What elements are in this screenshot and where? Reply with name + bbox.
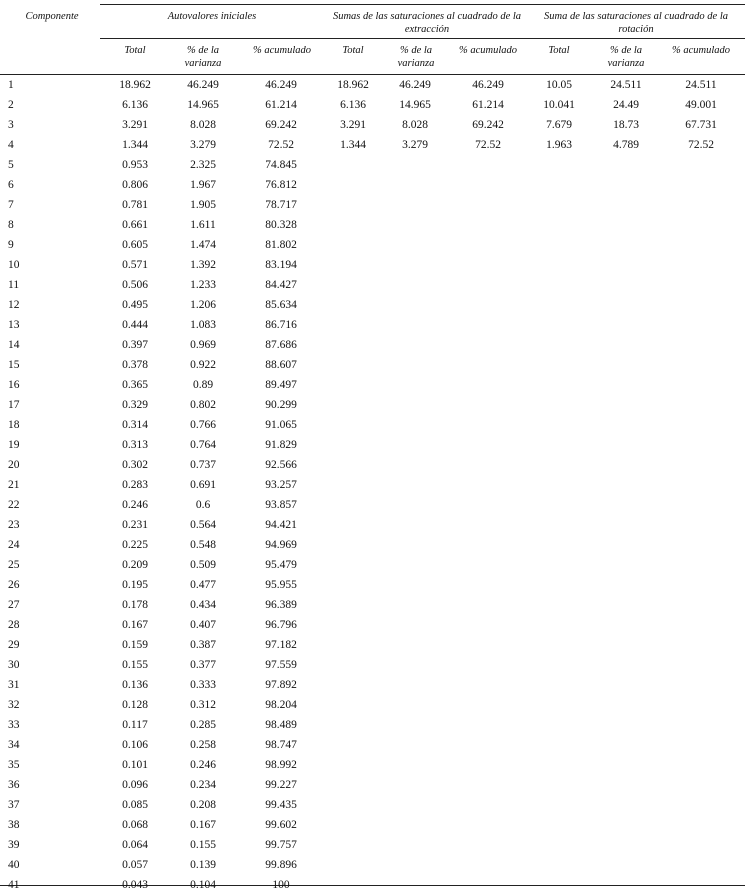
pct-acum-header: % acumulado — [252, 45, 312, 56]
pct-var-cell: 0.509 — [190, 559, 216, 571]
pct-var-cell: 0.766 — [190, 419, 216, 431]
pct-var-cell: 0.246 — [190, 759, 216, 771]
pct-acum-cell: 80.328 — [265, 219, 297, 231]
total-cell: 0.283 — [122, 479, 148, 491]
rot-pct-var-cell: 24.49 — [613, 99, 639, 111]
total-cell: 0.096 — [122, 779, 148, 791]
rot-pct-acum-header: % acumulado — [671, 45, 731, 56]
total-cell: 0.136 — [122, 679, 148, 691]
pct-var-cell: 1.611 — [190, 219, 216, 231]
total-cell: 0.781 — [122, 199, 148, 211]
pct-var-cell: 0.477 — [190, 579, 216, 591]
component-number: 14 — [8, 339, 20, 351]
total-cell: 0.167 — [122, 619, 148, 631]
pct-var-cell: 0.6 — [195, 499, 211, 511]
component-number: 41 — [8, 879, 20, 891]
pct-acum-cell: 96.796 — [265, 619, 297, 631]
component-number: 30 — [8, 659, 20, 671]
pct-acum-cell: 89.497 — [265, 379, 297, 391]
total-cell: 0.495 — [122, 299, 148, 311]
pct-acum-cell: 61.214 — [265, 99, 297, 111]
pct-acum-cell: 85.634 — [265, 299, 297, 311]
ext-pct-acum-header: % acumulado — [458, 45, 518, 56]
total-cell: 6.136 — [122, 99, 148, 111]
component-number: 29 — [8, 639, 20, 651]
rot-pct-acum-cell: 72.52 — [688, 139, 714, 151]
ext-pct-var-header: % de la varianza — [397, 45, 435, 69]
pct-var-cell: 1.392 — [190, 259, 216, 271]
pct-var-cell: 0.548 — [190, 539, 216, 551]
ext-pct-var-cell: 3.279 — [402, 139, 428, 151]
component-number: 10 — [8, 259, 20, 271]
pct-acum-cell: 97.182 — [265, 639, 297, 651]
total-cell: 0.117 — [122, 719, 148, 731]
pct-acum-cell: 69.242 — [265, 119, 297, 131]
total-cell: 0.178 — [122, 599, 148, 611]
ext-pct-acum-cell: 46.249 — [472, 79, 504, 91]
component-number: 6 — [8, 179, 14, 191]
pct-acum-cell: 83.194 — [265, 259, 297, 271]
component-number: 20 — [8, 459, 20, 471]
pct-var-cell: 0.333 — [190, 679, 216, 691]
component-number: 23 — [8, 519, 20, 531]
total-cell: 0.571 — [122, 259, 148, 271]
total-cell: 0.155 — [122, 659, 148, 671]
pct-var-cell: 1.083 — [190, 319, 216, 331]
header-rule — [100, 38, 745, 39]
ext-total-header: Total — [342, 45, 364, 56]
ext-total-cell: 6.136 — [340, 99, 366, 111]
component-number: 39 — [8, 839, 20, 851]
ext-pct-acum-cell: 69.242 — [472, 119, 504, 131]
component-number: 28 — [8, 619, 20, 631]
pct-acum-cell: 93.257 — [265, 479, 297, 491]
top-rule — [100, 4, 745, 5]
pct-acum-cell: 99.602 — [265, 819, 297, 831]
pct-var-cell: 0.104 — [190, 879, 216, 891]
pct-acum-cell: 93.857 — [265, 499, 297, 511]
pct-acum-cell: 86.716 — [265, 319, 297, 331]
pct-acum-cell: 94.969 — [265, 539, 297, 551]
rot-pct-acum-cell: 49.001 — [685, 99, 717, 111]
pct-var-cell: 14.965 — [187, 99, 219, 111]
pct-var-cell: 0.234 — [190, 779, 216, 791]
pct-acum-cell: 95.479 — [265, 559, 297, 571]
pct-var-cell: 0.764 — [190, 439, 216, 451]
pct-var-cell: 0.167 — [190, 819, 216, 831]
total-cell: 0.064 — [122, 839, 148, 851]
total-cell: 0.225 — [122, 539, 148, 551]
pct-var-cell: 0.691 — [190, 479, 216, 491]
pct-acum-cell: 91.829 — [265, 439, 297, 451]
total-cell: 0.057 — [122, 859, 148, 871]
total-cell: 0.314 — [122, 419, 148, 431]
rot-pct-var-cell: 24.511 — [610, 79, 642, 91]
pct-acum-cell: 46.249 — [265, 79, 297, 91]
component-number: 21 — [8, 479, 20, 491]
component-number: 7 — [8, 199, 14, 211]
componente-header: Componente — [25, 11, 79, 22]
component-number: 35 — [8, 759, 20, 771]
pct-acum-cell: 81.802 — [265, 239, 297, 251]
total-cell: 0.397 — [122, 339, 148, 351]
component-number: 9 — [8, 239, 14, 251]
total-cell: 0.128 — [122, 699, 148, 711]
group-autovalores-header: Autovalores iniciales — [167, 11, 257, 22]
group-extraccion-header: Sumas de las saturaciones al cuadrado de la extracción — [332, 11, 522, 35]
component-number: 40 — [8, 859, 20, 871]
pct-acum-cell: 92.566 — [265, 459, 297, 471]
ext-pct-var-cell: 14.965 — [399, 99, 431, 111]
pct-acum-cell: 100 — [272, 879, 290, 891]
pct-var-cell: 0.139 — [190, 859, 216, 871]
component-number: 22 — [8, 499, 20, 511]
component-number: 26 — [8, 579, 20, 591]
pct-acum-cell: 99.435 — [265, 799, 297, 811]
component-number: 36 — [8, 779, 20, 791]
pct-acum-cell: 98.489 — [265, 719, 297, 731]
pct-var-cell: 2.325 — [190, 159, 216, 171]
ext-total-cell: 1.344 — [340, 139, 366, 151]
pct-var-cell: 0.285 — [190, 719, 216, 731]
component-number: 33 — [8, 719, 20, 731]
total-cell: 0.246 — [122, 499, 148, 511]
total-cell: 0.661 — [122, 219, 148, 231]
pct-acum-cell: 87.686 — [265, 339, 297, 351]
ext-total-cell: 18.962 — [337, 79, 369, 91]
component-number: 34 — [8, 739, 20, 751]
pct-var-cell: 0.312 — [190, 699, 216, 711]
ext-pct-acum-cell: 72.52 — [475, 139, 501, 151]
total-cell: 0.085 — [122, 799, 148, 811]
total-cell: 0.605 — [122, 239, 148, 251]
pct-var-cell: 0.208 — [190, 799, 216, 811]
component-number: 37 — [8, 799, 20, 811]
pct-var-cell: 0.969 — [190, 339, 216, 351]
component-number: 24 — [8, 539, 20, 551]
rot-total-cell: 1.963 — [546, 139, 572, 151]
total-cell: 3.291 — [122, 119, 148, 131]
total-cell: 0.068 — [122, 819, 148, 831]
total-cell: 0.302 — [122, 459, 148, 471]
rot-total-cell: 7.679 — [546, 119, 572, 131]
total-cell: 0.195 — [122, 579, 148, 591]
pct-acum-cell: 94.421 — [265, 519, 297, 531]
rot-total-header: Total — [548, 45, 570, 56]
component-number: 27 — [8, 599, 20, 611]
component-number: 5 — [8, 159, 14, 171]
total-cell: 18.962 — [119, 79, 151, 91]
pct-var-cell: 0.258 — [190, 739, 216, 751]
ext-pct-acum-cell: 61.214 — [472, 99, 504, 111]
pct-var-header: % de la varianza — [184, 45, 222, 69]
pct-var-cell: 3.279 — [190, 139, 216, 151]
pct-var-cell: 0.377 — [190, 659, 216, 671]
total-cell: 0.444 — [122, 319, 148, 331]
pct-acum-cell: 88.607 — [265, 359, 297, 371]
pct-var-cell: 46.249 — [187, 79, 219, 91]
component-number: 13 — [8, 319, 20, 331]
pct-acum-cell: 91.065 — [265, 419, 297, 431]
pct-var-cell: 0.89 — [192, 379, 214, 391]
pct-acum-cell: 99.227 — [265, 779, 297, 791]
total-cell: 0.378 — [122, 359, 148, 371]
total-cell: 0.101 — [122, 759, 148, 771]
component-number: 1 — [8, 79, 14, 91]
component-number: 38 — [8, 819, 20, 831]
pct-var-cell: 0.802 — [190, 399, 216, 411]
rot-pct-var-header: % de la varianza — [607, 45, 645, 69]
pct-acum-cell: 98.992 — [265, 759, 297, 771]
pct-acum-cell: 96.389 — [265, 599, 297, 611]
pct-var-cell: 0.387 — [190, 639, 216, 651]
pct-var-cell: 8.028 — [190, 119, 216, 131]
component-number: 4 — [8, 139, 14, 151]
component-number: 8 — [8, 219, 14, 231]
pct-var-cell: 0.564 — [190, 519, 216, 531]
pct-var-cell: 1.474 — [190, 239, 216, 251]
component-number: 15 — [8, 359, 20, 371]
pct-acum-cell: 98.747 — [265, 739, 297, 751]
pct-acum-cell: 97.892 — [265, 679, 297, 691]
pct-var-cell: 0.434 — [190, 599, 216, 611]
total-cell: 0.365 — [122, 379, 148, 391]
total-cell: 0.506 — [122, 279, 148, 291]
rot-total-cell: 10.05 — [546, 79, 572, 91]
group-rotacion-header: Suma de las saturaciones al cuadrado de la rotación — [543, 11, 729, 35]
pct-var-cell: 1.233 — [190, 279, 216, 291]
total-header: Total — [124, 45, 146, 56]
pct-var-cell: 0.407 — [190, 619, 216, 631]
pct-acum-cell: 74.845 — [265, 159, 297, 171]
component-number: 18 — [8, 419, 20, 431]
pct-acum-cell: 90.299 — [265, 399, 297, 411]
total-cell: 0.209 — [122, 559, 148, 571]
pct-acum-cell: 95.955 — [265, 579, 297, 591]
pct-acum-cell: 78.717 — [265, 199, 297, 211]
component-number: 2 — [8, 99, 14, 111]
pct-var-cell: 1.206 — [190, 299, 216, 311]
component-number: 16 — [8, 379, 20, 391]
rot-total-cell: 10.041 — [543, 99, 575, 111]
component-number: 3 — [8, 119, 14, 131]
header-bottom-rule — [0, 74, 745, 75]
total-cell: 0.953 — [122, 159, 148, 171]
pct-acum-cell: 76.812 — [265, 179, 297, 191]
total-cell: 0.106 — [122, 739, 148, 751]
total-cell: 1.344 — [122, 139, 148, 151]
ext-total-cell: 3.291 — [340, 119, 366, 131]
pct-var-cell: 0.922 — [190, 359, 216, 371]
component-number: 32 — [8, 699, 20, 711]
rot-pct-var-cell: 4.789 — [613, 139, 639, 151]
total-cell: 0.806 — [122, 179, 148, 191]
pct-acum-cell: 99.896 — [265, 859, 297, 871]
total-cell: 0.159 — [122, 639, 148, 651]
pct-acum-cell: 99.757 — [265, 839, 297, 851]
pct-acum-cell: 84.427 — [265, 279, 297, 291]
component-number: 19 — [8, 439, 20, 451]
component-number: 17 — [8, 399, 20, 411]
pct-var-cell: 0.155 — [190, 839, 216, 851]
rot-pct-var-cell: 18.73 — [613, 119, 639, 131]
component-number: 11 — [8, 279, 20, 291]
total-cell: 0.329 — [122, 399, 148, 411]
component-number: 31 — [8, 679, 20, 691]
pct-var-cell: 0.737 — [190, 459, 216, 471]
pct-acum-cell: 72.52 — [268, 139, 294, 151]
total-cell: 0.313 — [122, 439, 148, 451]
pct-acum-cell: 98.204 — [265, 699, 297, 711]
pct-var-cell: 1.967 — [190, 179, 216, 191]
total-cell: 0.231 — [122, 519, 148, 531]
rot-pct-acum-cell: 67.731 — [685, 119, 717, 131]
total-cell: 0.043 — [122, 879, 148, 891]
component-number: 25 — [8, 559, 20, 571]
component-number: 12 — [8, 299, 20, 311]
rot-pct-acum-cell: 24.511 — [685, 79, 717, 91]
pct-acum-cell: 97.559 — [265, 659, 297, 671]
ext-pct-var-cell: 46.249 — [399, 79, 431, 91]
ext-pct-var-cell: 8.028 — [402, 119, 428, 131]
pct-var-cell: 1.905 — [190, 199, 216, 211]
